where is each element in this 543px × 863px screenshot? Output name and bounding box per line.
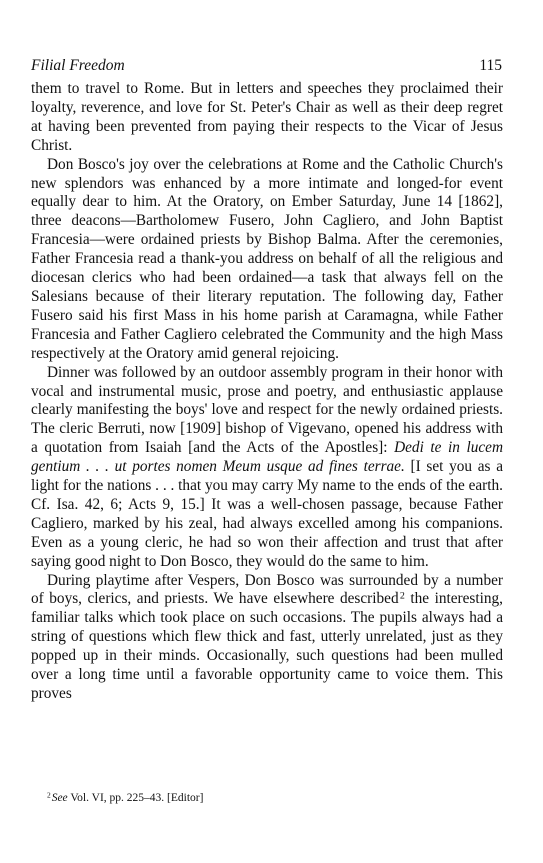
paragraph-4 — [31, 572, 503, 704]
footnote-marker: 2 — [47, 790, 51, 800]
footnote-text: Vol. VI, pp. 225–43. [Editor] — [67, 792, 204, 804]
page-number: 115 — [479, 57, 502, 74]
running-head — [31, 56, 502, 76]
paragraph-2: Don Bosco's joy over the celebrations at Rome and the Catholic Church's new splendors was enhanced by a more intimate and longed-for event equally dear to him. At the Oratory, on Ember Saturday, June 14 [1862], three deacons—Bartholomew Fusero, John Cagliero, and John Baptist Francesia—were ordained priests by Bishop Balma. After the ceremonies, Father Francesia read a thank-you address on behalf of all the religious and diocesan clerics who had been ordained—a task that always fell on the Salesians because of their literary reputation. The following day, Father Fusero said his first Mass in his home parish at Caramagna, while Father Francesia and Father Cagliero celebrated the Community and the high Mass respectively at the Oratory amid general rejoicing. — [31, 155, 503, 362]
footnote-see: See — [51, 792, 68, 804]
paragraph-1: them to travel to Rome. But in letters and speeches they proclaimed their loyalty, reverence, and love for St. Peter's Chair as well as their deep regret at having been prevented from paying their respects to the Vicar of Jesus Christ. — [31, 80, 503, 154]
paragraph-4-text-after: the interesting, familiar talks which took place on such occasions. The pupils always had a string of questions which flew thick and fast, utterly unrelated, just as they popped up in their minds. Occasionally, such questions had been mulled over a long time until a favorable opportunity came to voice them. This proves — [31, 590, 503, 702]
footnote-reference: 2 — [399, 591, 405, 602]
paragraph-4-text-before: During playtime after Vespers, Don Bosco was surrounded by a number of boys, clerics, and priests. We have elsewhere described — [31, 571, 503, 608]
paragraph-3-text-before: Dinner was followed by an outdoor assembly program in their honor with vocal and instrumental music, prose and poetry, and enthusiastic applause clearly manifesting the boys' love and respect for the newly ordained priests. The cleric Berruti, now [1909] bishop of Vigevano, opened his address with a quotation from Isaiah [and the Acts of the Apostles]: — [31, 363, 503, 457]
paragraph-3 — [31, 364, 503, 572]
paragraph-3-text-after: [I set you as a light for the nations . . . that you may carry My name to the ends of the earth. Cf. Isa. 42, 6; Acts 9, 15.] It was a well-chosen passage, because Father Cagliero, marked by his zeal, had always excelled among his companions. Even as a young cleric, he had so won their affection and trust that after saying good night to Don Bosco, they would do the same to him. — [31, 458, 503, 570]
body-text — [31, 80, 503, 704]
footnote — [47, 791, 503, 805]
latin-quotation: Dedi te in lucem gentium . . . ut portes nomen Meum usque ad fines terrae. — [31, 439, 504, 476]
running-head-title: Filial Freedom — [31, 57, 125, 74]
